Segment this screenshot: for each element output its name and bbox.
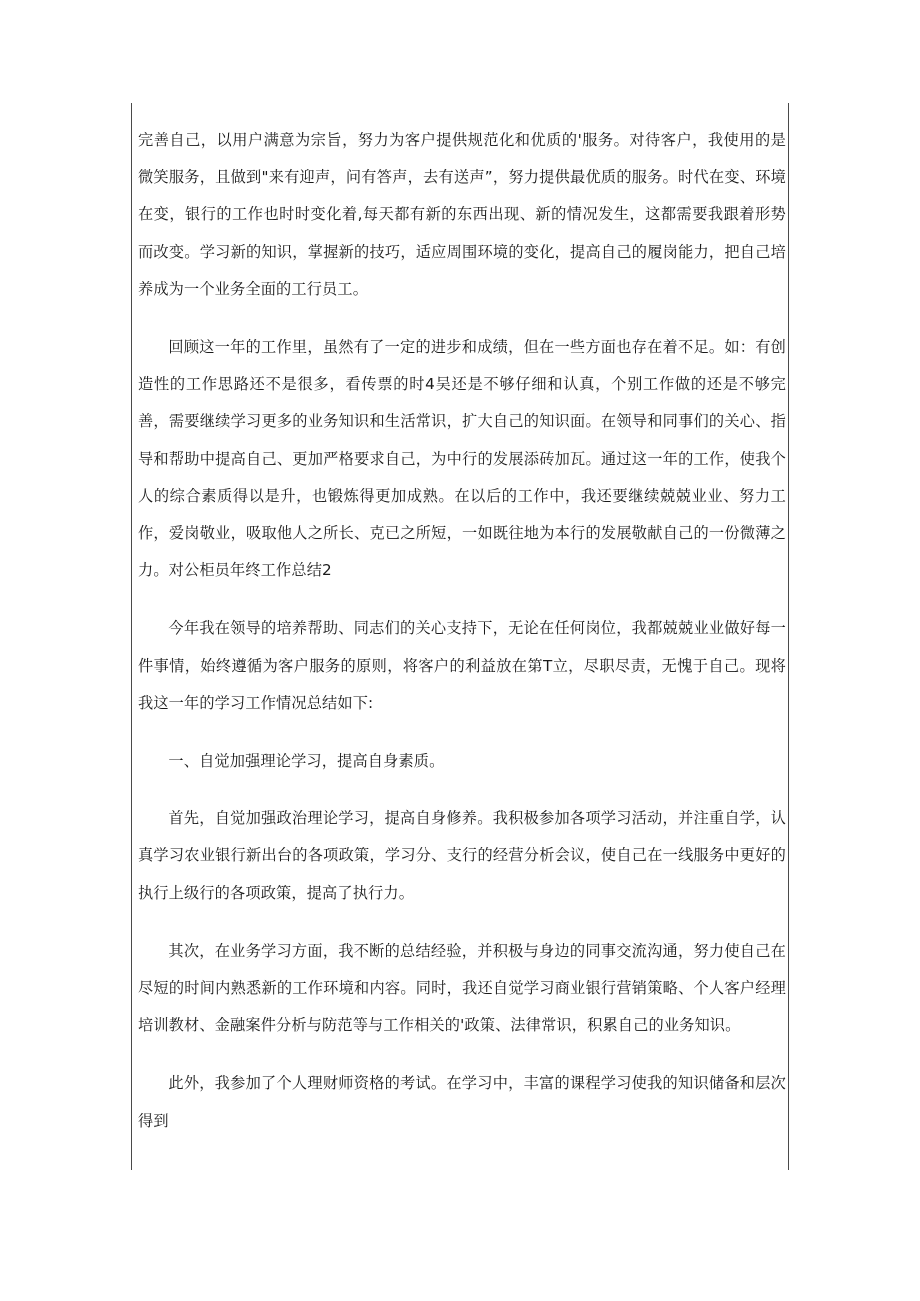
paragraph-2: 回顾这一年的工作里，虽然有了一定的进步和成绩，但在一些方面也存在着不足。如：有创造性的工作思路还不是很多，看传票的时4吴还是不够仔细和认真，个别工作做的还是不够完善，需要继续学习更多的业务知识和生活常识，扩大自己的知识面。在领导和同事们的关心、指导和帮助中提高自己、更加严格要求自己，为中行的发展添砖加瓦。通过这一年的工作，使我个人的综合素质得以是升，也锻炼得更加成熟。在以后的工作中，我还要继续兢兢业业、努力工作，爱岗敬业，吸取他人之所长、克已之所短，一如既往地为本行的发展敬献自己的一份微薄之力。对公柜员年终工作总结2 — [138, 338, 786, 580]
left-border-line — [131, 103, 132, 1170]
section-heading-1: 一、自觉加强理论学习，提高自身素质。 — [168, 752, 445, 771]
paragraph-6: 此外，我参加了个人理财师资格的考试。在学习中，丰富的课程学习使我的知识储备和层次得到 — [138, 1074, 786, 1130]
paragraph-5: 其次，在业务学习方面，我不断的总结经验，并积极与身边的同事交流沟通，努力使自己在尽短的时间内熟悉新的工作环境和内容。同时，我还自觉学习商业银行营销策略、个人客户经理培训教材、金融案件分析与防范等与工作相关的'政策、法律常识，积累自己的业务知识。 — [138, 941, 786, 1035]
paragraph-4: 首先，自觉加强政治理论学习，提高自身修养。我积极参加各项学习活动，并注重自学，认真学习农业银行新出台的各项政策，学习分、支行的经营分析会议，使自己在一线服务中更好的执行上级行的各项政策，提高了执行力。 — [138, 809, 786, 902]
right-border-line — [788, 103, 789, 1170]
paragraph-1: 完善自己，以用户满意为宗旨，努力为客户提供规范化和优质的'服务。对待客户，我使用的是微笑服务，且做到"来有迎声，问有答声，去有送声”，努力提供最优质的服务。时代在变、环境在变，银行的工作也时时变化着,每天都有新的东西出现、新的情况发生，这都需要我跟着形势而改变。学习新的知识，掌握新的技巧，适应周围环境的变化，提高自己的履岗能力，把自己培养成为一个业务全面的工行员工。 — [138, 131, 786, 298]
paragraph-3: 今年我在领导的培养帮助、同志们的关心支持下，无论在任何岗位，我都兢兢业业做好每一件事情，始终遵循为客户服务的原则，将客户的利益放在第T立，尽职尽责，无愧于自己。现将我这一年的学习工作情况总结如下: — [138, 619, 786, 712]
document-body — [138, 122, 786, 1140]
